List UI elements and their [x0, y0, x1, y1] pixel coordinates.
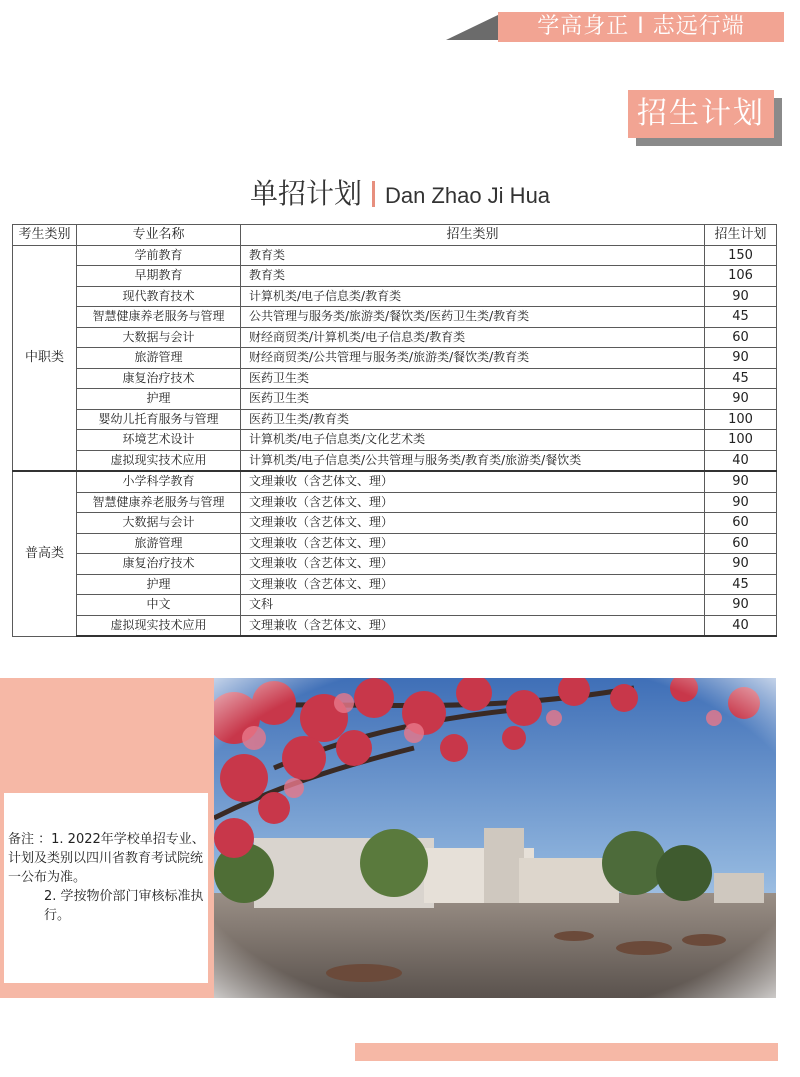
group-cell: 普高类 [13, 471, 77, 636]
plan-cell: 40 [705, 615, 777, 636]
category-cell: 教育类 [241, 245, 705, 266]
major-cell: 早期教育 [77, 266, 241, 287]
header-group: 考生类别 [13, 225, 77, 246]
plan-cell: 90 [705, 348, 777, 369]
plan-cell: 45 [705, 307, 777, 328]
table-row [13, 348, 777, 369]
header-major: 专业名称 [77, 225, 241, 246]
table-row [13, 430, 777, 451]
plan-cell: 45 [705, 574, 777, 595]
table-row [13, 450, 777, 471]
campus-blossom-photo [214, 678, 776, 998]
table-row [13, 266, 777, 287]
plan-cell: 60 [705, 533, 777, 554]
major-cell: 大数据与会计 [77, 513, 241, 534]
major-cell: 康复治疗技术 [77, 368, 241, 389]
plan-cell: 90 [705, 471, 777, 492]
major-cell: 护理 [77, 389, 241, 410]
section-badge: 招生计划 [628, 90, 774, 138]
note-text [8, 830, 208, 925]
plan-cell: 90 [705, 492, 777, 513]
major-cell: 康复治疗技术 [77, 554, 241, 575]
decorative-bottom-bar [355, 1043, 778, 1061]
major-cell: 护理 [77, 574, 241, 595]
note-line-1: 备注 ：1. 2022年学校单招专业、计划及类别以四川省教育考试院统一公布为准。 [8, 832, 205, 885]
admission-plan-table [12, 224, 777, 637]
plan-cell: 150 [705, 245, 777, 266]
table-row [13, 492, 777, 513]
major-cell: 中文 [77, 595, 241, 616]
plan-cell: 90 [705, 286, 777, 307]
major-cell: 智慧健康养老服务与管理 [77, 307, 241, 328]
category-cell: 文理兼收（含艺体文、理） [241, 615, 705, 636]
table-row [13, 409, 777, 430]
header-category: 招生类别 [241, 225, 705, 246]
plan-cell: 45 [705, 368, 777, 389]
table-row [13, 307, 777, 328]
major-cell: 虚拟现实技术应用 [77, 615, 241, 636]
major-cell: 环境艺术设计 [77, 430, 241, 451]
slogan-banner: 学高身正 I 志远行端 [498, 12, 784, 42]
major-cell: 婴幼儿托育服务与管理 [77, 409, 241, 430]
table-row [13, 286, 777, 307]
category-cell: 计算机类/电子信息类/教育类 [241, 286, 705, 307]
category-cell: 医药卫生类 [241, 389, 705, 410]
category-cell: 计算机类/电子信息类/文化艺术类 [241, 430, 705, 451]
plan-cell: 40 [705, 450, 777, 471]
plan-cell: 90 [705, 554, 777, 575]
table-header-row [13, 225, 777, 246]
category-cell: 医药卫生类 [241, 368, 705, 389]
plan-cell: 60 [705, 513, 777, 534]
category-cell: 教育类 [241, 266, 705, 287]
major-cell: 大数据与会计 [77, 327, 241, 348]
table-row [13, 595, 777, 616]
major-cell: 智慧健康养老服务与管理 [77, 492, 241, 513]
table-row [13, 513, 777, 534]
category-cell: 文理兼收（含艺体文、理） [241, 533, 705, 554]
category-cell: 医药卫生类/教育类 [241, 409, 705, 430]
category-cell: 文理兼收（含艺体文、理） [241, 574, 705, 595]
plan-cell: 100 [705, 430, 777, 451]
major-cell: 虚拟现实技术应用 [77, 450, 241, 471]
table-body [13, 245, 777, 636]
page-heading [0, 172, 800, 212]
table-row [13, 574, 777, 595]
plan-cell: 60 [705, 327, 777, 348]
plan-cell: 100 [705, 409, 777, 430]
category-cell: 财经商贸类/公共管理与服务类/旅游类/餐饮类/教育类 [241, 348, 705, 369]
major-cell: 小学科学教育 [77, 471, 241, 492]
heading-en: Dan Zhao Ji Hua [384, 183, 551, 208]
table-row [13, 533, 777, 554]
table-row [13, 615, 777, 636]
heading-divider [372, 181, 375, 207]
heading-cn: 单招计划 [249, 177, 362, 210]
group-cell: 中职类 [13, 245, 77, 471]
table-row [13, 327, 777, 348]
category-cell: 文科 [241, 595, 705, 616]
plan-cell: 90 [705, 595, 777, 616]
category-cell: 计算机类/电子信息类/公共管理与服务类/教育类/旅游类/餐饮类 [241, 450, 705, 471]
major-cell: 学前教育 [77, 245, 241, 266]
category-cell: 文理兼收（含艺体文、理） [241, 513, 705, 534]
table-row [13, 389, 777, 410]
header-plan: 招生计划 [705, 225, 777, 246]
category-cell: 文理兼收（含艺体文、理） [241, 492, 705, 513]
major-cell: 旅游管理 [77, 533, 241, 554]
category-cell: 文理兼收（含艺体文、理） [241, 471, 705, 492]
plan-cell: 106 [705, 266, 777, 287]
category-cell: 公共管理与服务类/旅游类/餐饮类/医药卫生类/教育类 [241, 307, 705, 328]
major-cell: 现代教育技术 [77, 286, 241, 307]
major-cell: 旅游管理 [77, 348, 241, 369]
table-row [13, 554, 777, 575]
plan-cell: 90 [705, 389, 777, 410]
table-row [13, 368, 777, 389]
category-cell: 财经商贸类/计算机类/电子信息类/教育类 [241, 327, 705, 348]
slogan-accent-triangle [446, 14, 500, 40]
note-line-2: 2. 学按物价部门审核标准执行。 [44, 889, 204, 923]
table-row [13, 245, 777, 266]
table-row [13, 471, 777, 492]
category-cell: 文理兼收（含艺体文、理） [241, 554, 705, 575]
